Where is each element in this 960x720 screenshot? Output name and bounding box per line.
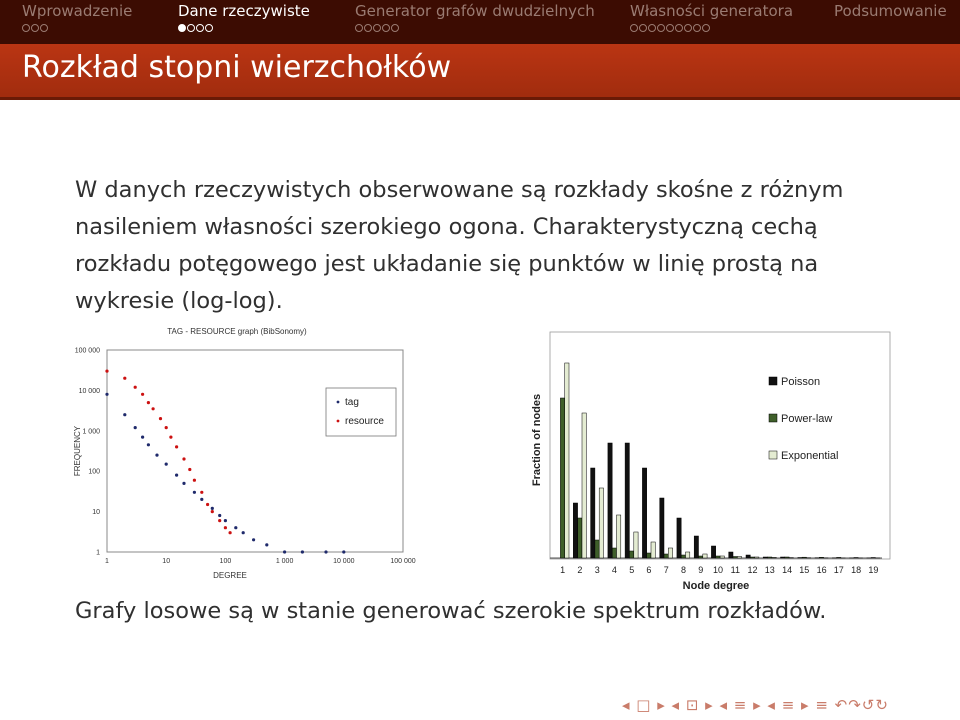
- bar-power-law: [750, 557, 754, 558]
- scatter-y-tick-label: 100 000: [74, 347, 100, 355]
- nav-dots-dane-rzeczywiste: [178, 24, 214, 34]
- bar-exponential: [686, 552, 690, 558]
- bar-poisson: [763, 557, 767, 558]
- bar-power-law: [785, 557, 789, 558]
- bar-poisson: [573, 503, 577, 558]
- legend-poisson-swatch: [769, 377, 777, 385]
- bar-exponential: [772, 557, 776, 558]
- nav-dot-current[interactable]: [178, 24, 186, 32]
- degree-distribution-bar-chart: [520, 330, 892, 595]
- scatter-point-resource: [123, 377, 126, 380]
- scatter-point-resource: [159, 417, 162, 420]
- bar-exponential: [737, 557, 741, 559]
- nav-section-dane-rzeczywiste[interactable]: Dane rzeczywiste: [178, 2, 310, 20]
- bar-power-law: [629, 551, 633, 558]
- bar-exponential: [720, 556, 724, 558]
- scatter-legend-box: [326, 388, 396, 436]
- bar-x-tick-label: 19: [868, 565, 879, 575]
- nav-dot[interactable]: [364, 24, 372, 32]
- scatter-y-tick-label: 10 000: [78, 387, 100, 395]
- bar-power-law: [578, 518, 582, 558]
- scatter-point-resource: [134, 386, 137, 389]
- nav-dot[interactable]: [684, 24, 692, 32]
- nav-dot[interactable]: [648, 24, 656, 32]
- scatter-point-resource: [175, 445, 178, 448]
- scatter-point-tag: [147, 443, 150, 446]
- nav-dot[interactable]: [22, 24, 30, 32]
- nav-dot[interactable]: [196, 24, 204, 32]
- scatter-point-resource: [218, 519, 221, 522]
- bar-power-law: [819, 557, 823, 558]
- slide-paragraph-2: Grafy losowe są w stanie generować szerokie spektrum rozkładów.: [75, 598, 827, 624]
- bar-power-law: [837, 557, 841, 558]
- bar-power-law: [612, 548, 616, 558]
- bar-x-tick-label: 17: [833, 565, 844, 575]
- nav-dot[interactable]: [630, 24, 638, 32]
- nav-dot[interactable]: [693, 24, 701, 32]
- scatter-point-tag: [224, 519, 227, 522]
- nav-dot[interactable]: [205, 24, 213, 32]
- nav-dot[interactable]: [382, 24, 390, 32]
- nav-dot[interactable]: [702, 24, 710, 32]
- bar-exponential: [599, 488, 603, 558]
- nav-section-wlasnosci[interactable]: Własności generatora: [630, 2, 794, 20]
- bar-ylabel: Fraction of nodes: [531, 393, 543, 487]
- scatter-point-tag: [301, 550, 304, 553]
- nav-section-podsumowanie[interactable]: Podsumowanie: [834, 2, 947, 20]
- bar-x-tick-label: 10: [712, 565, 724, 575]
- scatter-point-tag: [265, 543, 268, 546]
- scatter-point-resource: [229, 531, 232, 534]
- scatter-point-resource: [188, 468, 191, 471]
- slide-title-bar: [0, 44, 960, 100]
- scatter-point-resource: [141, 393, 144, 396]
- nav-dot[interactable]: [355, 24, 363, 32]
- scatter-legend: [326, 388, 396, 436]
- scatter-point-tag: [123, 413, 126, 416]
- bar-poisson: [608, 443, 612, 558]
- slide-title: Rozkład stopni wierzchołków: [22, 50, 452, 85]
- legend-exponential-label: Exponential: [781, 450, 839, 462]
- scatter-xlabel: DEGREE: [213, 571, 247, 580]
- scatter-point-tag: [218, 514, 221, 517]
- bar-x-tick-label: 2: [577, 565, 583, 575]
- legend-tag-marker: [337, 401, 340, 404]
- scatter-point-tag: [155, 454, 158, 457]
- bar-power-law: [854, 558, 858, 559]
- bar-x-tick-label: 11: [730, 565, 740, 575]
- bar-power-law: [871, 558, 875, 559]
- nav-dots-wlasnosci: [630, 24, 711, 34]
- bar-power-law: [560, 398, 564, 558]
- scatter-point-tag: [141, 436, 144, 439]
- bar-x-tick-label: 18: [851, 565, 862, 575]
- scatter-point-resource: [206, 503, 209, 506]
- nav-dot[interactable]: [373, 24, 381, 32]
- bar-power-law: [733, 557, 737, 559]
- scatter-x-tick-label: 100: [219, 558, 232, 565]
- scatter-point-resource: [169, 436, 172, 439]
- bar-x-tick-label: 14: [782, 565, 793, 575]
- scatter-point-resource: [182, 457, 185, 460]
- bar-poisson: [694, 536, 698, 558]
- nav-dot[interactable]: [391, 24, 399, 32]
- legend-resource-label: resource: [345, 416, 384, 427]
- nav-dot[interactable]: [675, 24, 683, 32]
- legend-powerlaw-swatch: [769, 414, 777, 422]
- nav-dot[interactable]: [657, 24, 665, 32]
- nav-dot[interactable]: [40, 24, 48, 32]
- bar-x-tick-label: 8: [680, 565, 687, 575]
- bar-x-tick-label: 13: [764, 565, 775, 575]
- scatter-point-tag: [200, 498, 203, 501]
- bar-x-tick-label: 12: [747, 565, 758, 575]
- bar-x-tick-label: 15: [799, 565, 810, 575]
- bar-x-tick-label: 9: [698, 565, 704, 575]
- bar-power-law: [716, 556, 720, 558]
- bar-power-law: [647, 553, 651, 558]
- nav-section-generator[interactable]: Generator grafów dwudzielnych: [355, 2, 595, 20]
- scatter-point-resource: [193, 479, 196, 482]
- bar-legend: [769, 376, 839, 462]
- scatter-chart-title: TAG - RESOURCE graph (BibSonomy): [167, 327, 307, 336]
- bar-poisson: [711, 546, 715, 558]
- scatter-point-tag: [242, 531, 245, 534]
- legend-poisson-label: Poisson: [781, 376, 821, 388]
- legend-powerlaw-label: Power-law: [781, 413, 833, 425]
- legend-exponential-swatch: [769, 451, 777, 459]
- nav-section-wprowadzenie[interactable]: Wprowadzenie: [22, 2, 133, 20]
- scatter-ylabel: FREQUENCY: [73, 425, 82, 477]
- scatter-point-tag: [175, 474, 178, 477]
- bar-x-tick-label: 1: [560, 565, 566, 575]
- scatter-x-tick-label: 10 000: [333, 558, 355, 565]
- bar-power-law: [802, 557, 806, 558]
- bar-exponential: [582, 413, 586, 558]
- bar-x-tick-label: 4: [611, 565, 617, 575]
- scatter-point-tag: [165, 463, 168, 466]
- scatter-x-tick-label: 10: [162, 558, 171, 565]
- bar-exponential: [668, 548, 672, 558]
- bar-poisson: [781, 557, 785, 558]
- scatter-y-tick-label: 1 000: [82, 428, 100, 436]
- nav-dots-generator: [355, 24, 400, 34]
- bar-power-law: [595, 540, 599, 558]
- legend-tag-label: tag: [345, 397, 359, 408]
- nav-dot[interactable]: [31, 24, 39, 32]
- bar-exponential: [617, 515, 621, 558]
- bar-exponential: [755, 557, 759, 558]
- bar-x-tick-label: 16: [816, 565, 827, 575]
- bar-power-law: [681, 555, 685, 558]
- scatter-point-tag: [234, 526, 237, 529]
- beamer-navigation-icons[interactable]: ◂ □ ▸ ◂ ⊡ ▸ ◂ ≡ ▸ ◂ ≡ ▸ ≡ ↶↷↺↻: [622, 696, 889, 714]
- section-navigation-bar: [0, 0, 960, 44]
- bar-exponential: [703, 554, 707, 558]
- scatter-point-tag: [211, 507, 214, 510]
- scatter-point-resource: [165, 426, 168, 429]
- bar-power-law: [699, 556, 703, 558]
- scatter-point-resource: [224, 526, 227, 529]
- scatter-point-tag: [134, 426, 137, 429]
- bar-x-tick-label: 3: [594, 565, 600, 575]
- scatter-point-resource: [200, 491, 203, 494]
- scatter-y-tick-label: 10: [92, 509, 100, 517]
- nav-dots-wprowadzenie: [22, 24, 49, 34]
- scatter-point-resource: [211, 510, 214, 513]
- scatter-y-tick-label: 1: [96, 549, 100, 557]
- bar-poisson: [729, 552, 733, 558]
- bar-exponential: [634, 532, 638, 558]
- bar-poisson: [642, 468, 646, 558]
- bar-x-tick-label: 6: [646, 565, 652, 575]
- scatter-y-tick-label: 100: [88, 468, 100, 476]
- scatter-x-tick-label: 1 000: [275, 558, 294, 565]
- scatter-point-resource: [147, 401, 150, 404]
- scatter-x-tick-label: 100 000: [390, 558, 416, 565]
- nav-dot[interactable]: [187, 24, 195, 32]
- bar-poisson: [660, 498, 664, 558]
- scatter-point-resource: [105, 370, 108, 373]
- scatter-point-tag: [283, 550, 286, 553]
- nav-dot[interactable]: [639, 24, 647, 32]
- bar-exponential: [565, 363, 569, 558]
- scatter-point-tag: [193, 491, 196, 494]
- bar-poisson: [746, 555, 750, 558]
- bar-poisson: [677, 518, 681, 558]
- bar-power-law: [768, 557, 772, 558]
- tag-resource-scatter-chart: [60, 322, 440, 592]
- bar-power-law: [664, 554, 668, 558]
- bar-poisson: [798, 558, 802, 559]
- scatter-series-tag: [105, 393, 345, 554]
- scatter-point-tag: [105, 393, 108, 396]
- bar-xlabel: Node degree: [682, 580, 750, 592]
- bar-exponential: [651, 542, 655, 558]
- scatter-point-tag: [342, 550, 345, 553]
- legend-resource-marker: [337, 420, 340, 423]
- scatter-point-tag: [252, 538, 255, 541]
- scatter-point-resource: [152, 407, 155, 410]
- scatter-point-tag: [182, 482, 185, 485]
- bar-poisson: [625, 443, 629, 558]
- nav-dot[interactable]: [666, 24, 674, 32]
- scatter-plot-area: [107, 350, 403, 552]
- bar-poisson: [591, 468, 595, 558]
- slide-paragraph-1: W danych rzeczywistych obserwowane są rozkłady skośne z różnym nasileniem własności szerokiego ogona. Charakterystyczną cechą rozkładu potęgowego jest układanie się punktów w linię prostą na wykresie (log-log).: [75, 177, 844, 314]
- scatter-x-tick-label: 1: [105, 558, 109, 565]
- bar-x-tick-label: 5: [629, 565, 635, 575]
- bar-x-tick-label: 7: [663, 565, 669, 575]
- scatter-point-tag: [324, 550, 327, 553]
